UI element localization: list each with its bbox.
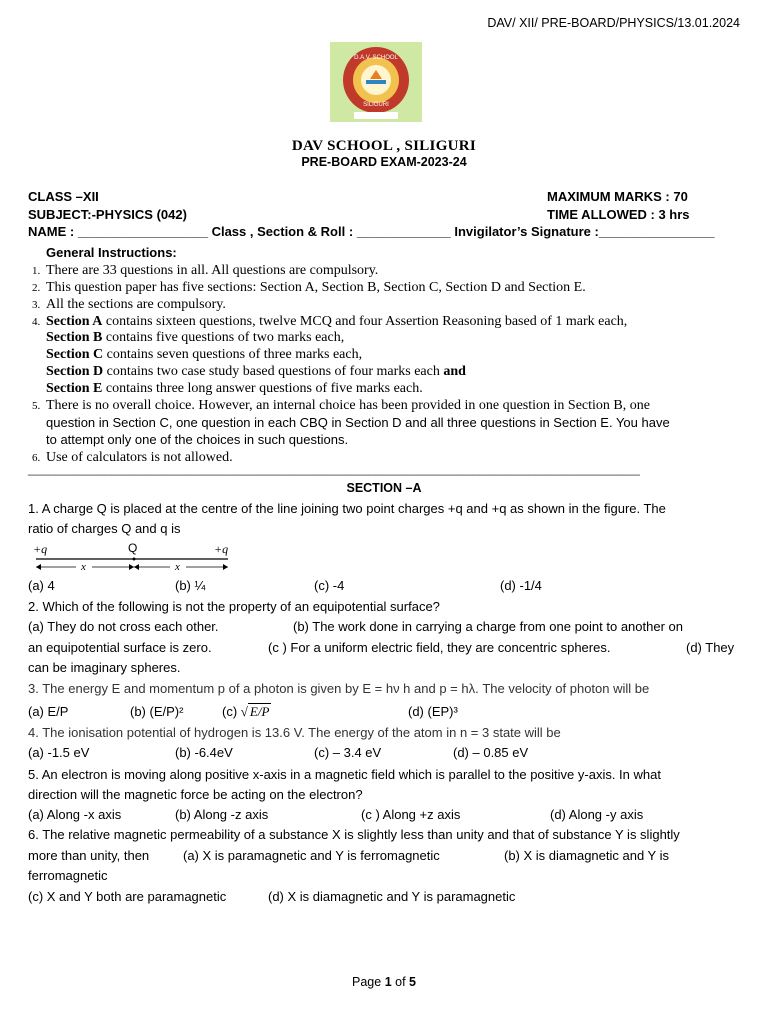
instruction-5c: to attempt only one of the choices in such questions. xyxy=(46,432,349,447)
q1-option-c: (c) -4 xyxy=(314,578,345,593)
fig-distance-2: x xyxy=(175,561,180,573)
question-4: 4. The ionisation potential of hydrogen is 13.6 V. The energy of the atom in n = 3 state will be xyxy=(28,725,561,740)
instruction-4e: Section E contains three long answer questions of five marks each. xyxy=(46,381,423,396)
instruction-3: 3. All the sections are compulsory. xyxy=(32,297,226,312)
page-number: Page 1 of 5 xyxy=(352,975,416,989)
q4-option-a: (a) -1.5 eV xyxy=(28,745,90,760)
q1-option-a: (a) 4 xyxy=(28,578,55,593)
school-name: DAV SCHOOL , SILIGURI xyxy=(291,138,477,154)
q6-option-b: (b) X is diamagnetic and Y is xyxy=(504,848,669,863)
fig-distance-1: x xyxy=(81,561,86,573)
instruction-6: 6. Use of calculators is not allowed. xyxy=(32,450,233,465)
q5-option-b: (b) Along -z axis xyxy=(175,807,269,822)
question-1-line1: 1. A charge Q is placed at the centre of the line joining two point charges +q and +q as shown in the figure. The xyxy=(28,501,666,516)
fig-line-icon xyxy=(28,556,238,574)
question-2: 2. Which of the following is not the property of an equipotential surface? xyxy=(28,599,440,614)
sqrt-icon: √ xyxy=(240,704,248,719)
q3-option-b: (b) (E/P)² xyxy=(130,704,184,719)
q1-option-b: (b) ¼ xyxy=(175,578,206,593)
question-6-line2: more than unity, then xyxy=(28,848,150,863)
school-logo xyxy=(330,42,422,122)
q6-option-b-cont: ferromagnetic xyxy=(28,868,108,883)
subject-label: SUBJECT:-PHYSICS (042) xyxy=(28,207,187,222)
q2-option-b-cont: an equipotential surface is zero. xyxy=(28,640,212,655)
q1-option-d: (d) -1/4 xyxy=(500,578,542,593)
time-allowed: TIME ALLOWED : 3 hrs xyxy=(547,207,690,222)
svg-text:D.A.V. SCHOOL: D.A.V. SCHOOL xyxy=(354,55,398,61)
q2-option-d-cont: can be imaginary spheres. xyxy=(28,660,181,675)
q4-option-b: (b) -6.4eV xyxy=(175,745,233,760)
q3-option-d: (d) (EP)³ xyxy=(408,704,458,719)
q2-option-d: (d) They xyxy=(686,640,735,655)
max-marks: MAXIMUM MARKS : 70 xyxy=(547,189,688,204)
class-label: CLASS –XII xyxy=(28,189,99,204)
fig-left-charge: +q xyxy=(33,542,48,556)
instruction-4c: Section C contains seven questions of three marks each, xyxy=(46,347,363,362)
q5-option-c: (c ) Along +z axis xyxy=(361,807,461,822)
instruction-4: 4. Section A contains sixteen questions, twelve MCQ and four Assertion Reasoning based of 1 mark each, xyxy=(32,314,628,329)
school-seal-icon xyxy=(330,42,422,122)
q4-option-d: (d) – 0.85 eV xyxy=(453,745,529,760)
fig-right-charge: +q xyxy=(214,542,229,556)
instruction-1: 1. There are 33 questions in all. All questions are compulsory. xyxy=(32,263,379,278)
question-5-line2: direction will the magnetic force be acting on the electron? xyxy=(28,787,363,802)
instruction-5: 5. There is no overall choice. However, an internal choice has been provided in one question in Section B, one xyxy=(32,398,650,413)
q2-option-c: (c ) For a uniform electric field, they are concentric spheres. xyxy=(268,640,611,655)
instruction-4d: Section D contains two case study based questions of four marks each and xyxy=(46,364,466,379)
q6-option-d: (d) X is diamagnetic and Y is paramagnetic xyxy=(268,889,516,904)
svg-text:SILIGURI: SILIGURI xyxy=(363,102,389,108)
q2-option-b: (b) The work done in carrying a charge from one point to another on xyxy=(293,619,683,634)
instruction-4b: Section B contains five questions of two marks each, xyxy=(46,330,345,345)
question-6-line1: 6. The relative magnetic permeability of a substance X is slightly less than unity and that of substance Y is slightly xyxy=(28,827,680,842)
section-a-title: SECTION –A xyxy=(346,481,422,495)
charge-figure xyxy=(28,540,238,574)
q2-option-a: (a) They do not cross each other. xyxy=(28,619,219,634)
exam-title: PRE-BOARD EXAM-2023-24 xyxy=(301,155,467,169)
q4-option-c: (c) – 3.4 eV xyxy=(314,745,382,760)
instruction-2: 2. This question paper has five sections: Section A, Section B, Section C, Section D and Section E. xyxy=(32,280,586,295)
question-3: 3. The energy E and momentum p of a photon is given by E = hν h and p = hλ. The velocity of photon will be xyxy=(28,681,650,696)
name-row: NAME : __________________ Class , Section & Roll : _____________ Invigilator’s Signature :________________ xyxy=(28,224,715,239)
q5-option-a: (a) Along -x axis xyxy=(28,807,122,822)
doc-reference: DAV/ XII/ PRE-BOARD/PHYSICS/13.01.2024 xyxy=(487,16,740,30)
fig-center-charge: Q xyxy=(128,541,138,555)
q6-option-a: (a) X is paramagnetic and Y is ferromagnetic xyxy=(183,848,440,863)
q3-option-a: (a) E/P xyxy=(28,704,69,719)
instructions-title: General Instructions: xyxy=(46,245,177,260)
q6-option-c: (c) X and Y both are paramagnetic xyxy=(28,889,227,904)
instruction-5b: question in Section C, one question in each CBQ in Section D and all three questions in Section E. You have xyxy=(46,415,670,430)
question-1-line2: ratio of charges Q and q is xyxy=(28,521,181,536)
q3-option-c: (c) √ E/P xyxy=(222,704,270,719)
question-5-line1: 5. An electron is moving along positive x-axis in a magnetic field which is parallel to the positive y-axis. In what xyxy=(28,767,661,782)
q5-option-d: (d) Along -y axis xyxy=(550,807,644,822)
divider-rule: ________________________________________________________________________________________ xyxy=(28,462,640,476)
